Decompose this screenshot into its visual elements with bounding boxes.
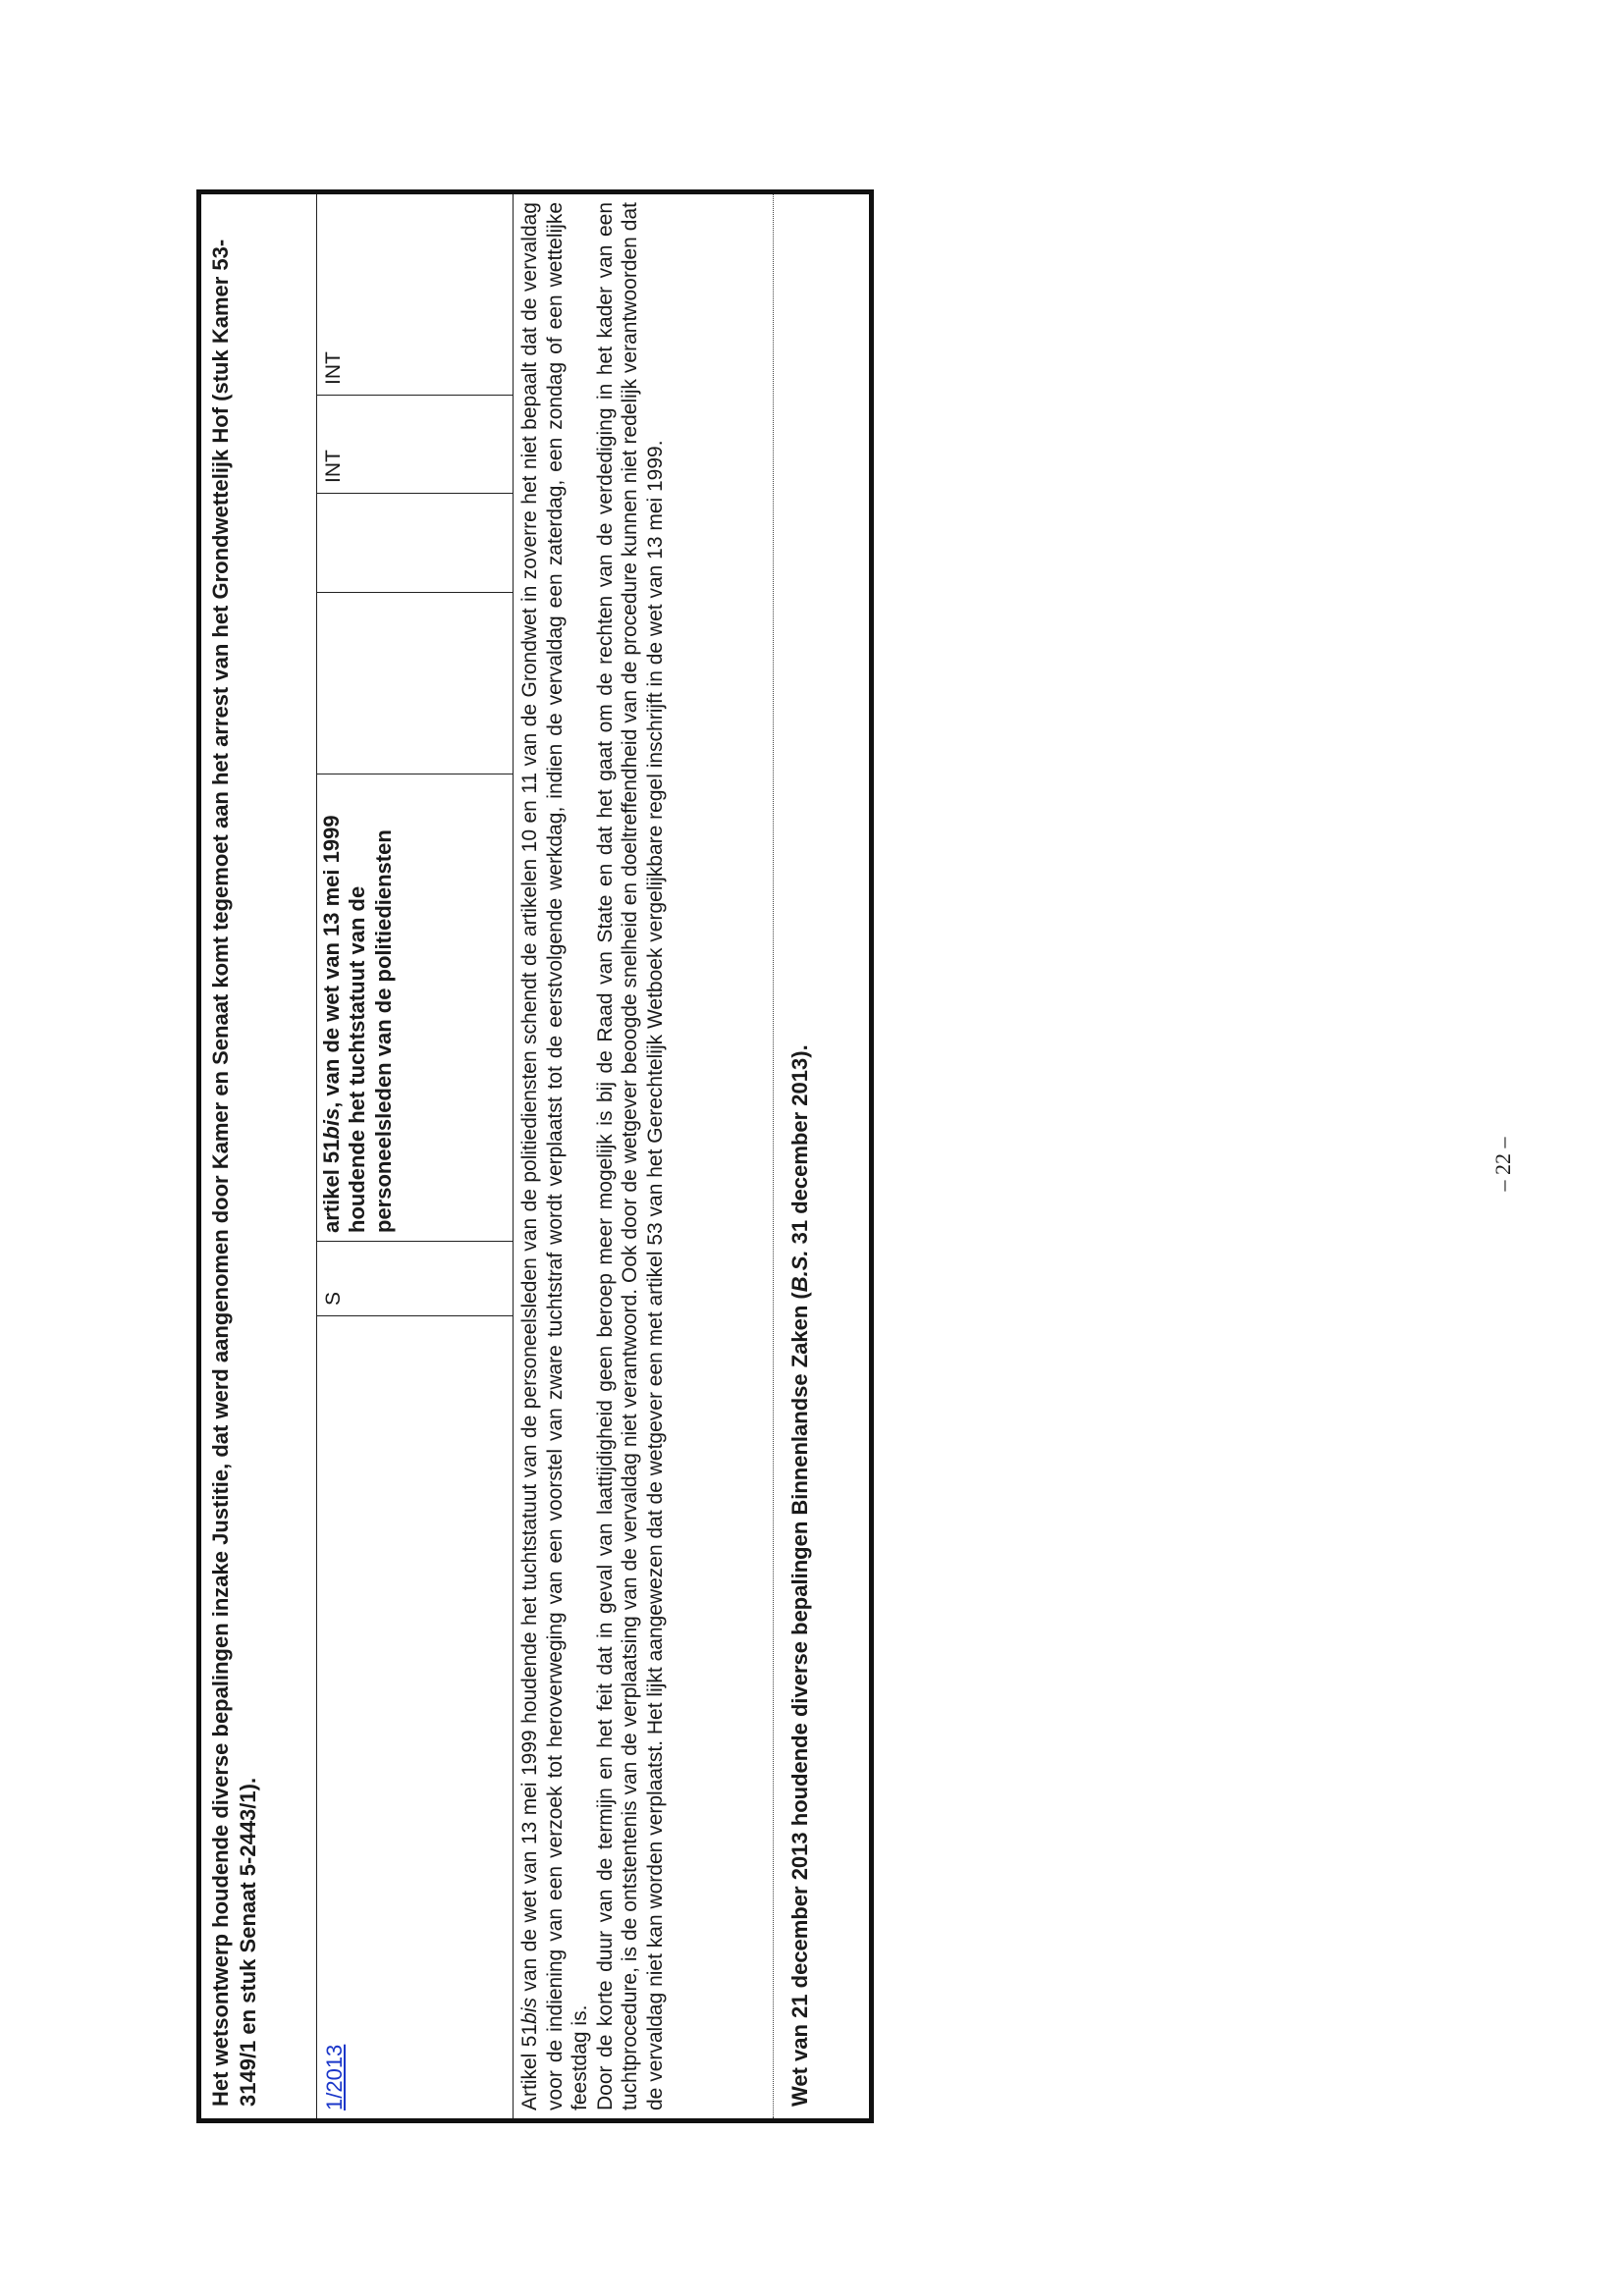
paragraph-2: Door de korte duur van de termijn en het feit dat in geval van laattijdigheid geen beroep meer mogelijk is bij de Raad van State en dat het gaat om de rechten van de verdediging in het kader van een tuchtprocedure, is de ontstentenis van de verplaatsing van de vervaldag niet verantwoord. Ook door de wetgever beoogde snelheid en doeltreffendheid van de procedure kunnen niet redelijk verantwoorden dat de vervaldag niet kan worden verplaatst. Het lijkt aangewezen dat de wetgever een met artikel 53 van het Gerechtelijk Wetboek vergelijkbare regel inschrijft in de wet van 13 mei 1999. bbox=[593, 202, 668, 2110]
provision-row bbox=[317, 194, 514, 2118]
landscape-table bbox=[196, 189, 874, 2123]
law-prefix: Wet van 21 december 2013 houdende diverse bepalingen Binnenlandse Zaken ( bbox=[787, 1292, 812, 2107]
p1-prefix: Artikel 51 bbox=[518, 2023, 541, 2110]
page-number: – 22 – bbox=[1490, 1137, 1515, 1192]
type-cell: S bbox=[322, 1291, 345, 1306]
article-rest: , van de wet van 13 mei 1999 houdende het tuchtstatuut van de personeelsleden van de politiediensten bbox=[319, 815, 396, 1233]
empty-cell bbox=[317, 592, 513, 774]
article-prefix: artikel 51 bbox=[319, 1139, 344, 1233]
p1-rest: van de wet van 13 mei 1999 houdende het tuchtstatuut van de personeelsleden van de politiediensten schendt de artikelen 10 en 11 van de Grondwet in zoverre het niet bepaalt dat de vervaldag voor de indiening van een verzoek tot heroverweging van een voorstel van zware tuchtstraf wordt verplaatst tot de eerstvolgende werkdag, indien de vervaldag een zaterdag, een zondag of een wettelijke feestdag is. bbox=[518, 202, 592, 2110]
article-italic: bis bbox=[319, 1107, 344, 1140]
reference-link[interactable]: 1/2013 bbox=[322, 2044, 347, 2110]
reference-cell bbox=[317, 1315, 513, 2118]
status-cell-2: INT bbox=[317, 194, 513, 396]
section-title: Het wetsontwerp houdende diverse bepalingen inzake Justitie, dat werd aangenomen door Kamer en Senaat komt tegemoet aan het arrest van het Grondwettelijk Hof (stuk Kamer 53-3149/1 en stuk Senaat 5-2443/1). bbox=[201, 194, 317, 2118]
paragraph-1 bbox=[517, 202, 593, 2110]
explanation-text bbox=[514, 194, 774, 2118]
empty-cell bbox=[317, 494, 513, 592]
law-suffix: 31 december 2013). bbox=[787, 1044, 812, 1251]
law-italic: B.S. bbox=[787, 1250, 812, 1293]
status-cell-1: INT bbox=[317, 396, 513, 494]
article-cell bbox=[317, 774, 513, 1242]
p1-italic: bis bbox=[518, 1998, 541, 2024]
law-heading bbox=[774, 194, 827, 2118]
